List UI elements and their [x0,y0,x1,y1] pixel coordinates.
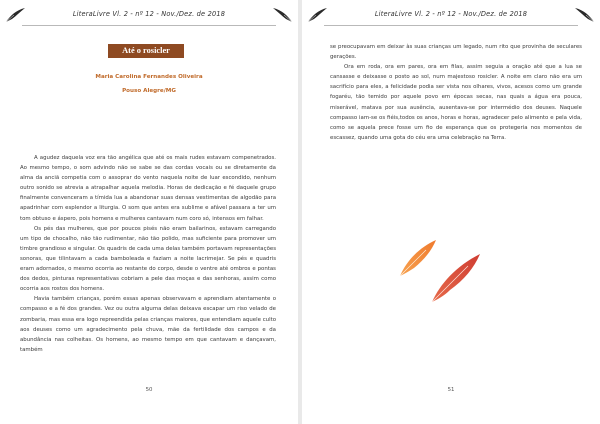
left-page [0,0,298,424]
page-number: 51 [447,387,455,393]
body-text [20,153,276,355]
paragraph: Os pés das mulheres, que por poucos pisés não eram bailarinos, estavam carregando um tipo de chocalho, não tão rudimentar, não tão polido, mas suficiente para promover um timbre grandioso e singular. Os quadris de cada uma delas também portavam representações sonoras, que tilintavam a cada bamboleada e faziam a noite lacrimejar. Se pés e quadris eram adornados, o mesmo ocorria ao restante do corpo, desde o ventre até ombros e pontas dos dedos, pinturas representativas cobriam a pele das moças e das senhoras, assim como ocorria aos rostos dos homens. [20,225,276,293]
author-location: Pouso Alegre/MG [122,88,176,94]
paragraph: Havia também crianças, porém essas apenas observavam e aprendiam atentamente o compasso e a fé dos grandes. Vez ou outra alguma delas deixava escapar um riso velado de zombaria, mas essa era logo repreendida pelas crianças maiores, que entendiam aquele culto aos deuses como um agradecimento pela chuva, mãe da fertilidade dos campos e da abundância nas colheitas. Os homens, ao mesmo tempo em que cantavam e dançavam, também [20,296,276,353]
paragraph: A agudez daquela voz era tão angélica que até os mais rudes estavam compenetrados. Ao mesmo tempo, o som advindo não se sabe se das cordas vocais ou se diretamente da alma da anciã competia com o assoprar do vento naquela noite de luar escondido, nenhum outro sonido se atrevia a atrapalhar aquela melodia. Horas de dedicação e fé daquele grupo finalmente convenceram a tímida lua a abandonar suas densas vestimentas de algodão para apadrinhar com esplendor a liturgia. O som que antes era sublime e afável passara a ter um tom obtuso e áspero, pois homens e mulheres cantavam num coro só, intensos em falhar. [20,155,276,222]
page-header [0,4,298,28]
article-title: Até o rosicler [108,44,184,58]
page-header [302,4,600,28]
right-page [302,0,600,424]
quill-icon [272,6,294,24]
paragraph: Ora em roda, ora em pares, ora em filas, assim seguia a oração até que a lua se cansasse e deixasse o posto ao sol, num majestoso rosicler. A noite em claro não era um sacrifício para eles, a felicidade podia ser vista nos olhares, vivos, acesos como um grande fogaréu, tão temido por aquele povo em épocas secas, nas quais a água era pouca, miserável, matava por sua ausência, ausentava-se por intermédio dos deuses. Naquele compasso iam-se os fiéis,todos os anos, horas e horas, agradecer pelo alimento e pela vida, como se aquela prece fosse um fio de esperança que os protegeria nos momentos de escassez, quando uma gota do céu era uma celebração na Terra. [330,64,582,141]
header-title: LiteraLivre Vl. 2 - nº 12 - Nov./Dez. de 2018 [374,10,528,18]
header-title: LiteraLivre Vl. 2 - nº 12 - Nov./Dez. de 2018 [72,10,226,18]
body-text [330,42,582,143]
header-rule [22,25,276,26]
header-rule [324,25,578,26]
feather-pair-icon [392,236,512,306]
page-number: 50 [145,387,153,393]
author-name: Maria Carolina Fernandes Oliveira [95,74,203,80]
quill-icon [574,6,596,24]
paragraph: se preocupavam em deixar às suas crianças um legado, num rito que provinha de seculares gerações. [330,44,582,61]
